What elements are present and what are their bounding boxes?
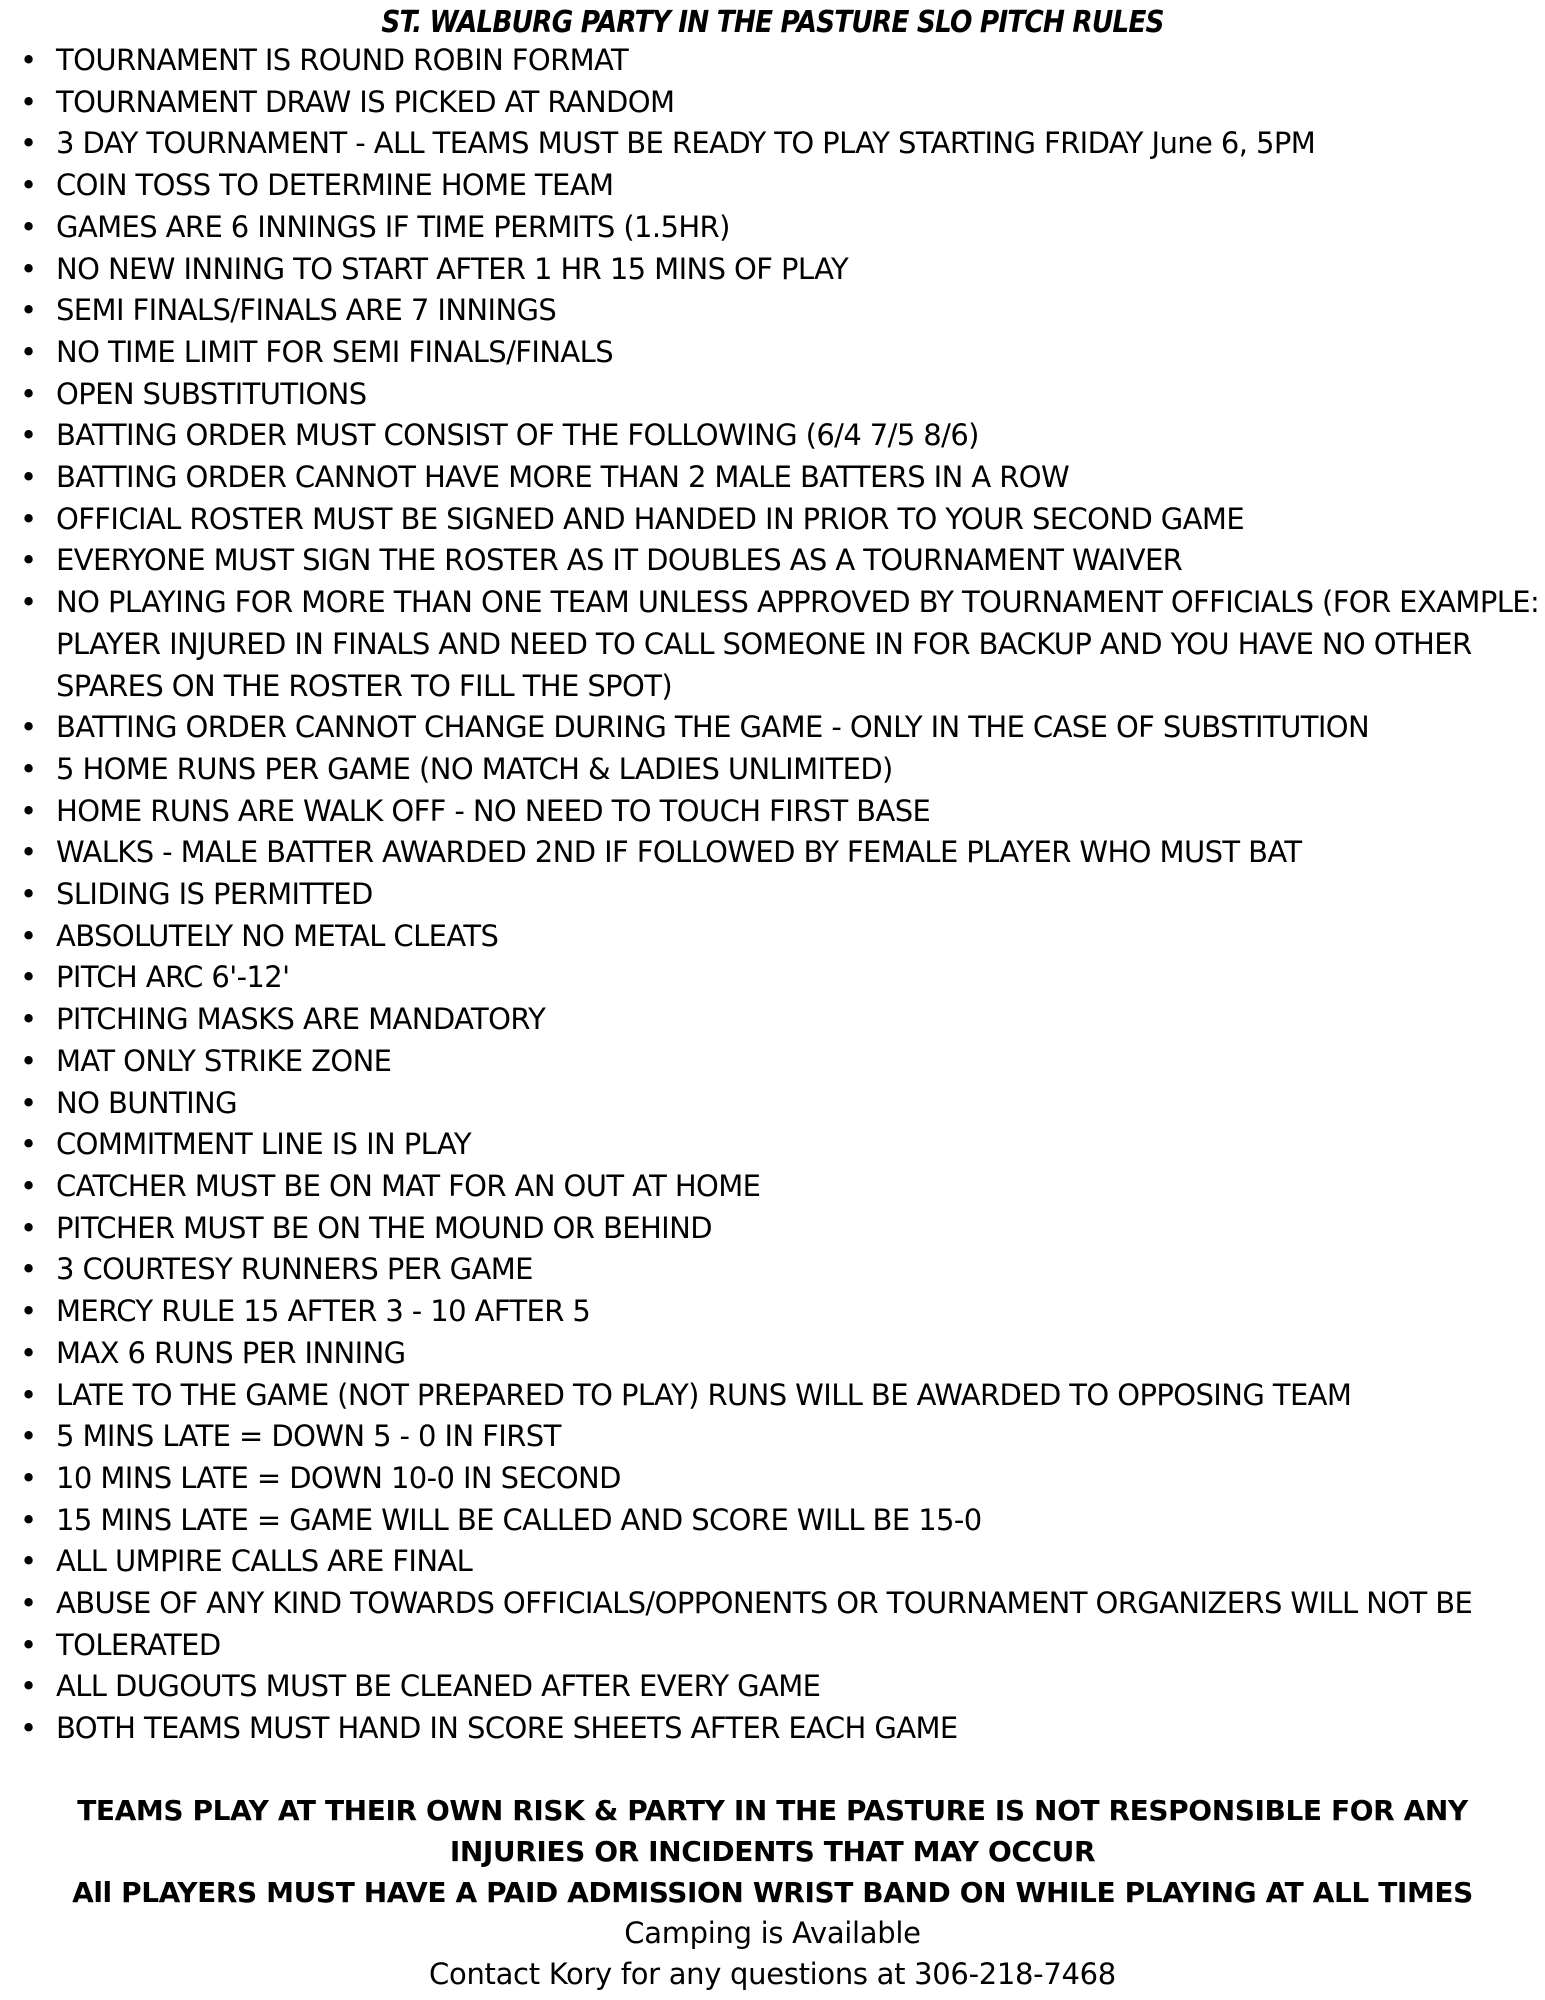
rule-text: NO NEW INNING TO START AFTER 1 HR 15 MINS OF PLAY	[56, 251, 849, 286]
rule-item	[18, 123, 1543, 165]
bullet-icon: •	[20, 1419, 37, 1454]
bullet-icon: •	[20, 84, 37, 119]
rule-item	[18, 1291, 1543, 1333]
rule-item	[18, 791, 1543, 833]
rule-text: GAMES ARE 6 INNINGS IF TIME PERMITS (1.5HR)	[56, 209, 730, 244]
bullet-icon: •	[20, 1252, 37, 1287]
rule-item	[18, 415, 1543, 457]
bullet-icon: •	[20, 293, 37, 328]
rule-text: PITCHING MASKS ARE MANDATORY	[56, 1002, 546, 1037]
rule-text: 3 DAY TOURNAMENT - ALL TEAMS MUST BE READY TO PLAY STARTING FRIDAY June 6, 5PM	[56, 126, 1316, 161]
bullet-icon: •	[20, 251, 37, 286]
bullet-icon: •	[20, 43, 37, 77]
rule-item	[18, 1583, 1543, 1625]
bullet-icon: •	[20, 1627, 37, 1662]
rule-text: BOTH TEAMS MUST HAND IN SCORE SHEETS AFTER EACH GAME	[56, 1711, 958, 1746]
rule-text: BATTING ORDER CANNOT HAVE MORE THAN 2 MALE BATTERS IN A ROW	[56, 460, 1070, 495]
rule-item	[18, 457, 1543, 499]
rule-text: OFFICIAL ROSTER MUST BE SIGNED AND HANDED IN PRIOR TO YOUR SECOND GAME	[56, 501, 1245, 536]
rule-text: MERCY RULE 15 AFTER 3 - 10 AFTER 5	[56, 1294, 591, 1329]
rule-text: WALKS - MALE BATTER AWARDED 2ND IF FOLLOWED BY FEMALE PLAYER WHO MUST BAT	[56, 835, 1302, 870]
rule-text: 5 HOME RUNS PER GAME (NO MATCH & LADIES UNLIMITED)	[56, 751, 893, 786]
rule-item	[18, 832, 1543, 874]
rule-text: COMMITMENT LINE IS IN PLAY	[56, 1127, 471, 1162]
rule-text: OPEN SUBSTITUTIONS	[56, 376, 367, 411]
rule-text: LATE TO THE GAME (NOT PREPARED TO PLAY) RUNS WILL BE AWARDED TO OPPOSING TEAM	[56, 1377, 1352, 1412]
bullet-icon: •	[20, 751, 37, 786]
rule-item	[18, 40, 1543, 82]
rule-item	[18, 1416, 1543, 1458]
rule-item	[18, 290, 1543, 332]
rule-text: NO PLAYING FOR MORE THAN ONE TEAM UNLESS APPROVED BY TOURNAMENT OFFICIALS (FOR EXAMPLE: PLAYER INJURED IN FINALS AND NEED TO CALL SOMEONE IN FOR BACKUP AND YOU HAVE NO OTHER SPARES ON THE ROSTER TO FILL THE SPOT)	[56, 585, 1540, 703]
bullet-icon: •	[20, 1168, 37, 1203]
rule-item	[18, 1333, 1543, 1375]
document-title: ST. WALBURG PARTY IN THE PASTURE SLO PITCH RULES	[381, 5, 1164, 40]
rule-item	[18, 1375, 1543, 1417]
rule-item	[18, 540, 1543, 582]
rule-item	[18, 957, 1543, 999]
bullet-icon: •	[20, 793, 37, 828]
rule-text: 15 MINS LATE = GAME WILL BE CALLED AND SCORE WILL BE 15-0	[56, 1502, 982, 1537]
rule-text: NO TIME LIMIT FOR SEMI FINALS/FINALS	[56, 334, 614, 369]
footer	[0, 1790, 1545, 1995]
bullet-icon: •	[20, 1002, 37, 1037]
bullet-icon: •	[20, 1335, 37, 1370]
rule-text: TOURNAMENT IS ROUND ROBIN FORMAT	[56, 43, 629, 77]
bullet-icon: •	[20, 1294, 37, 1329]
rule-text: PITCH ARC 6'-12'	[56, 960, 290, 995]
bullet-icon: •	[20, 1544, 37, 1579]
bullet-icon: •	[20, 1711, 37, 1746]
rule-item	[18, 999, 1543, 1041]
rule-text: TOURNAMENT DRAW IS PICKED AT RANDOM	[56, 84, 675, 119]
bullet-icon: •	[20, 835, 37, 870]
bullet-icon: •	[20, 168, 37, 203]
wristband-notice: All PLAYERS MUST HAVE A PAID ADMISSION WRIST BAND ON WHILE PLAYING AT ALL TIMES	[72, 1876, 1473, 1909]
bullet-icon: •	[20, 1085, 37, 1120]
bullet-icon: •	[20, 1210, 37, 1245]
bullet-icon: •	[20, 1669, 37, 1704]
bullet-icon: •	[20, 1460, 37, 1495]
bullet-icon: •	[20, 710, 37, 745]
rule-text: NO BUNTING	[56, 1085, 237, 1120]
rule-item	[18, 374, 1543, 416]
bullet-icon: •	[20, 418, 37, 453]
liability-disclaimer: TEAMS PLAY AT THEIR OWN RISK & PARTY IN THE PASTURE IS NOT RESPONSIBLE FOR ANY INJURIES OR INCIDENTS THAT MAY OCCUR	[77, 1794, 1468, 1868]
rule-item	[18, 874, 1543, 916]
contact-info: Contact Kory for any questions at 306-218-7468	[429, 1957, 1116, 1991]
bullet-icon: •	[20, 126, 37, 161]
rule-item	[18, 332, 1543, 374]
rule-item	[18, 1541, 1543, 1583]
rule-item	[18, 249, 1543, 291]
rule-item	[18, 1249, 1543, 1291]
bullet-icon: •	[20, 376, 37, 411]
bullet-icon: •	[20, 1043, 37, 1078]
bullet-icon: •	[20, 1586, 37, 1621]
rule-item	[18, 1666, 1543, 1708]
bullet-icon: •	[20, 501, 37, 536]
rule-item	[18, 1500, 1543, 1542]
rule-item	[18, 1458, 1543, 1500]
rule-text: MAT ONLY STRIKE ZONE	[56, 1043, 392, 1078]
rule-text: COIN TOSS TO DETERMINE HOME TEAM	[56, 168, 614, 203]
bullet-icon: •	[20, 460, 37, 495]
rule-text: BATTING ORDER CANNOT CHANGE DURING THE GAME - ONLY IN THE CASE OF SUBSTITUTION	[56, 710, 1370, 745]
bullet-icon: •	[20, 960, 37, 995]
rule-text: 10 MINS LATE = DOWN 10-0 IN SECOND	[56, 1460, 621, 1495]
rule-text: ABUSE OF ANY KIND TOWARDS OFFICIALS/OPPONENTS OR TOURNAMENT ORGANIZERS WILL NOT BE	[56, 1586, 1473, 1621]
rule-item	[18, 1041, 1543, 1083]
rule-item	[18, 916, 1543, 958]
bullet-icon: •	[20, 543, 37, 578]
bullet-icon: •	[20, 1127, 37, 1162]
rule-item	[18, 82, 1543, 124]
bullet-icon: •	[20, 877, 37, 912]
rule-text: 3 COURTESY RUNNERS PER GAME	[56, 1252, 533, 1287]
rule-item	[18, 1083, 1543, 1125]
rule-text: PITCHER MUST BE ON THE MOUND OR BEHIND	[56, 1210, 712, 1245]
rule-text: EVERYONE MUST SIGN THE ROSTER AS IT DOUBLES AS A TOURNAMENT WAIVER	[56, 543, 1183, 578]
rule-item	[18, 207, 1543, 249]
rule-item	[18, 1124, 1543, 1166]
rule-item	[18, 1166, 1543, 1208]
rule-text: CATCHER MUST BE ON MAT FOR AN OUT AT HOME	[56, 1168, 761, 1203]
bullet-icon: •	[20, 1502, 37, 1537]
rule-item	[18, 582, 1543, 707]
rule-item	[18, 1625, 1543, 1667]
rule-item	[18, 499, 1543, 541]
rule-text: 5 MINS LATE = DOWN 5 - 0 IN FIRST	[56, 1419, 561, 1454]
bullet-icon: •	[20, 209, 37, 244]
bullet-icon: •	[20, 585, 37, 620]
rule-text: BATTING ORDER MUST CONSIST OF THE FOLLOWING (6/4 7/5 8/6)	[56, 418, 979, 453]
rule-item	[18, 1708, 1543, 1750]
camping-notice: Camping is Available	[624, 1916, 921, 1950]
rule-text: MAX 6 RUNS PER INNING	[56, 1335, 406, 1370]
rule-item	[18, 1208, 1543, 1250]
rules-list	[18, 40, 1543, 1750]
rule-text: ALL UMPIRE CALLS ARE FINAL	[56, 1544, 473, 1579]
rule-text: ABSOLUTELY NO METAL CLEATS	[56, 918, 499, 953]
rule-item	[18, 749, 1543, 791]
bullet-icon: •	[20, 334, 37, 369]
rule-text: SLIDING IS PERMITTED	[56, 877, 373, 912]
rule-item	[18, 165, 1543, 207]
rule-text: HOME RUNS ARE WALK OFF - NO NEED TO TOUCH FIRST BASE	[56, 793, 931, 828]
rule-item	[18, 707, 1543, 749]
rule-text: SEMI FINALS/FINALS ARE 7 INNINGS	[56, 293, 557, 328]
rule-text: ALL DUGOUTS MUST BE CLEANED AFTER EVERY GAME	[56, 1669, 821, 1704]
rule-text: TOLERATED	[56, 1627, 221, 1662]
bullet-icon: •	[20, 1377, 37, 1412]
bullet-icon: •	[20, 918, 37, 953]
